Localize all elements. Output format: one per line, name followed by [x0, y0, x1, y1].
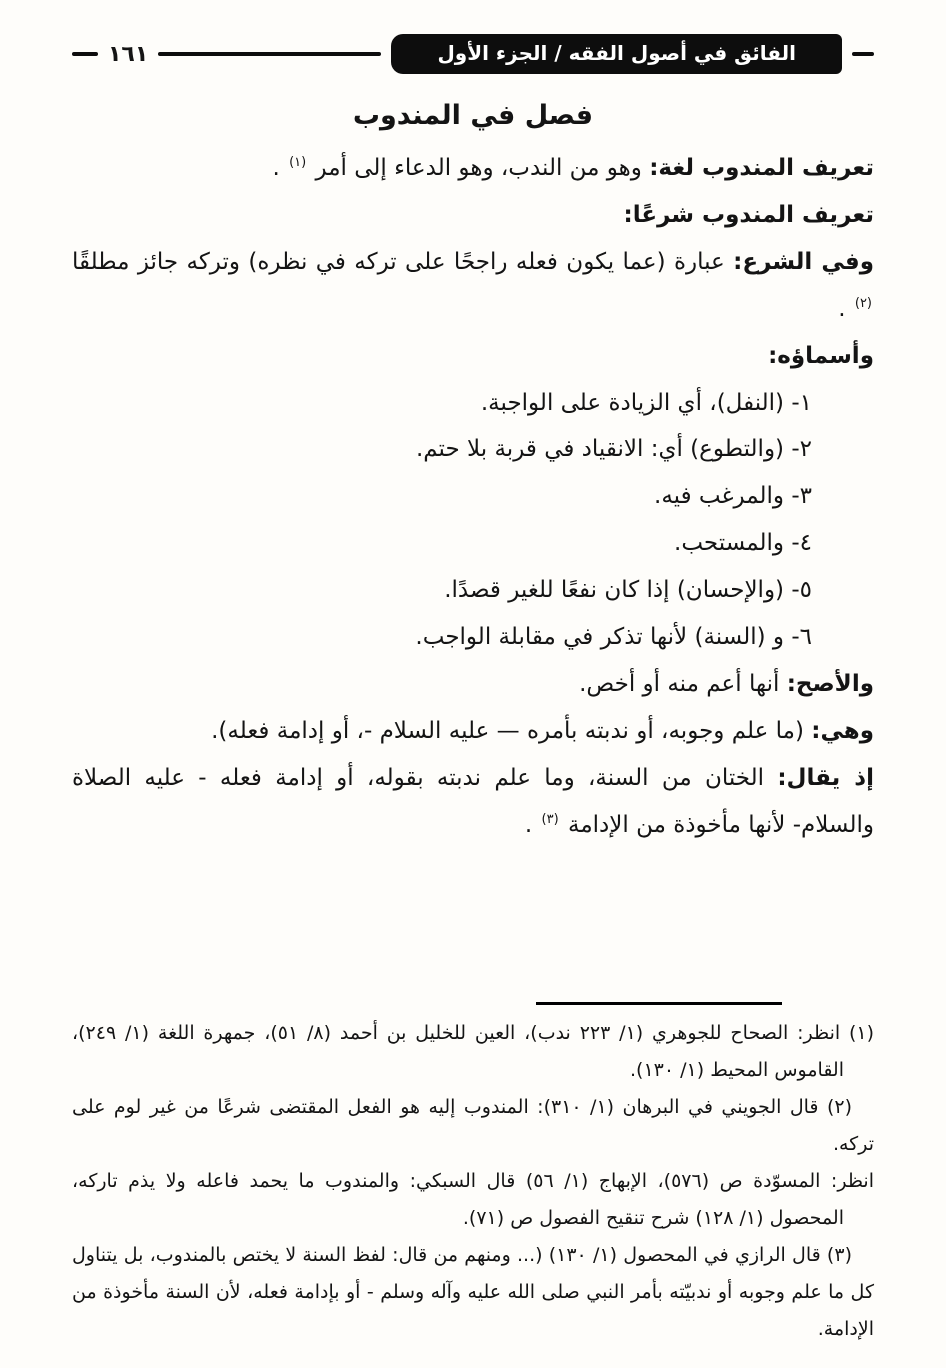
- list-item: [72, 614, 874, 661]
- paragraph-tail: .: [838, 295, 853, 322]
- footnote-2-continuation: [72, 1163, 874, 1237]
- list-item-text: ٢- (والتطوع) أي: الانقياد في قربة بلا حتم.: [415, 436, 812, 463]
- paragraph: [72, 192, 874, 239]
- footnotes-section: [72, 1002, 874, 1348]
- list-item-text: ٦- و (السنة) لأنها تذكر في مقابلة الواجب.: [415, 624, 812, 651]
- book-title-banner: [391, 34, 842, 74]
- section-title: فصل في المندوب: [352, 100, 594, 131]
- list-item: [72, 520, 874, 567]
- list-item-text: ١- (النفل)، أي الزيادة على الواجبة.: [480, 389, 812, 416]
- paragraph-tail: .: [272, 155, 288, 181]
- footnote-ref-3: (٣): [541, 811, 559, 827]
- footnote-1: [72, 1015, 874, 1089]
- list-item-text: ٣- والمرغب فيه.: [654, 483, 812, 510]
- paragraph: [72, 333, 874, 380]
- list-item: [72, 380, 874, 427]
- paragraph-lead: إذ يقال:: [777, 764, 874, 791]
- paragraph-lead: وفي الشرع:: [733, 248, 875, 275]
- list-item: [72, 426, 874, 473]
- footnote-2: [72, 1089, 874, 1163]
- footnote-3: [72, 1237, 874, 1348]
- paragraph: [72, 755, 874, 849]
- decorative-dash-left: [72, 52, 98, 56]
- footnote-text: (١) انظر: الصحاح للجوهري (١/ ٢٢٣ ندب)، العين للخليل بن أحمد (٨/ ٥١)، جمهرة اللغة (١/ ٢٤٩)، القاموس المحيط (١/ ١٣٠).: [72, 1022, 875, 1082]
- footnote-ref-2: (٢): [854, 295, 872, 311]
- list-item: [72, 473, 874, 520]
- paragraph-text: أنها أعم منه أو أخص.: [579, 670, 787, 697]
- paragraph-lead: والأصح:: [786, 670, 874, 697]
- paragraph: [72, 239, 874, 333]
- paragraph-tail: .: [524, 811, 540, 838]
- paragraph: [72, 145, 874, 192]
- footnote-separator: [536, 1002, 782, 1005]
- paragraph-lead: وأسماؤه:: [768, 342, 874, 369]
- paragraph-lead: تعريف المندوب شرعًا:: [623, 201, 874, 228]
- list-item-text: ٥- (والإحسان) إذا كان نفعًا للغير قصدًا.: [444, 577, 812, 604]
- paragraph: [72, 661, 874, 708]
- paragraph-text: الختان من السنة، وما علم ندبته بقوله، أو إدامة فعله - عليه الصلاة والسلام- لأنها مأخوذة من الإدامة: [72, 764, 874, 838]
- paragraph-lead: تعريف المندوب لغة:: [649, 155, 874, 181]
- decorative-rule: [158, 52, 381, 56]
- book-title: الفائق في أصول الفقه / الجزء الأول: [437, 41, 796, 65]
- footnote-ref-1: (١): [289, 155, 307, 170]
- page-number: ١٦١: [108, 41, 149, 67]
- footnote-text: (٣) قال الرازي في المحصول (١/ ١٣٠) (... ومنهم من قال: لفظ السنة لا يختص بالمندوب، بل يتناول كل ما علم وجوبه أو ندبيّته بأمر النبي صلى الله عليه وآله وسلم - أو بإدامة فعله، لأن السنة مأخوذة من الإدامة.: [72, 1244, 874, 1341]
- paragraph: [72, 708, 874, 755]
- footnote-text: (٢) قال الجويني في البرهان (١/ ٣١٠): المندوب إليه هو الفعل المقتضى شرعًا من غير لوم على تركه.: [72, 1096, 874, 1156]
- footnote-text: انظر: المسوّدة ص (٥٧٦)، الإبهاج (١/ ٥٦) قال السبكي: والمندوب ما يحمد فاعله ولا يذم تاركه، المحصول (١/ ١٢٨) شرح تنقيح الفصول ص (٧١).: [72, 1170, 874, 1230]
- paragraph-text: عبارة (عما يكون فعله راجحًا على تركه في نظره) وتركه جائز مطلقًا: [72, 248, 734, 275]
- paragraph-text: وهو من الندب، وهو الدعاء إلى أمر: [308, 155, 650, 181]
- body-text: [72, 145, 874, 849]
- list-item: [72, 567, 874, 614]
- page-header: [72, 34, 874, 74]
- paragraph-text: (ما علم وجوبه، أو ندبته بأمره — عليه السلام -، أو إدامة فعله).: [211, 717, 812, 744]
- decorative-dash-right: [852, 52, 874, 56]
- paragraph-lead: وهي:: [811, 717, 874, 744]
- list-item-text: ٤- والمستحب.: [674, 530, 812, 557]
